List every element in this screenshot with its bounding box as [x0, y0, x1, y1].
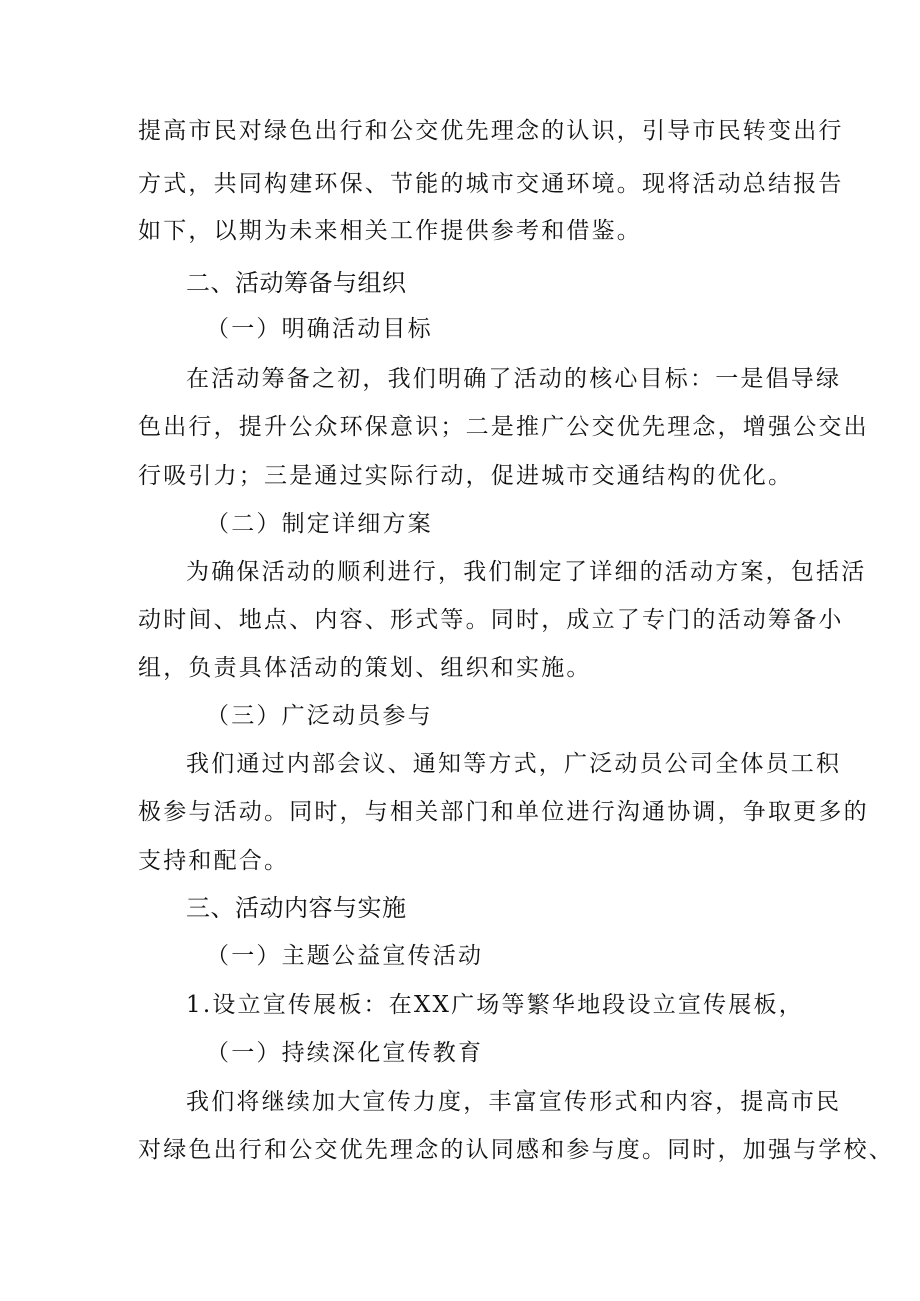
body-text-line: 1.设立宣传展板：在XX广场等繁华地段设立宣传展板，: [186, 992, 804, 1018]
subsection-heading: （三）广泛动员参与: [206, 703, 433, 729]
body-text-line: 组，负责具体活动的策划、组织和实施。: [138, 655, 592, 681]
body-text-line: 极参与活动。同时，与相关部门和单位进行沟通协调，争取更多的: [138, 799, 869, 825]
section-heading: 二、活动筹备与组织: [186, 269, 407, 297]
subsection-heading: （一）主题公益宣传活动: [206, 943, 484, 969]
subsection-heading: （一）明确活动目标: [206, 316, 433, 342]
body-text-line: 在活动筹备之初，我们明确了活动的核心目标：一是倡导绿: [186, 366, 842, 392]
body-text-line: 提高市民对绿色出行和公交优先理念的认识，引导市民转变出行: [138, 118, 844, 144]
body-text-line: 支持和配合。: [138, 848, 290, 874]
body-text-line: 如下，以期为未来相关工作提供参考和借鉴。: [138, 218, 642, 244]
body-text-line: 行吸引力；三是通过实际行动，促进城市交通结构的优化。: [138, 463, 794, 489]
body-text-line: 动时间、地点、内容、形式等。同时，成立了专门的活动筹备小: [138, 607, 844, 633]
section-heading: 三、活动内容与实施: [186, 894, 407, 922]
body-text-line: 为确保活动的顺利进行，我们制定了详细的活动方案，包括活: [186, 559, 867, 585]
body-text-line: 对绿色出行和公交优先理念的认同感和参与度。同时，加强与学校、: [138, 1137, 894, 1163]
body-text-line: 色出行，提升公众环保意识；二是推广公交优先理念，增强公交出: [138, 414, 869, 440]
body-text-line: 我们通过内部会议、通知等方式，广泛动员公司全体员工积: [186, 751, 842, 777]
body-text-line: 方式，共同构建环保、节能的城市交通环境。现将活动总结报告: [138, 171, 844, 197]
subsection-heading: （一）持续深化宣传教育: [206, 1040, 484, 1066]
subsection-heading: （二）制定详细方案: [206, 511, 433, 537]
body-text-line: 我们将继续加大宣传力度，丰富宣传形式和内容，提高市民: [186, 1089, 842, 1115]
